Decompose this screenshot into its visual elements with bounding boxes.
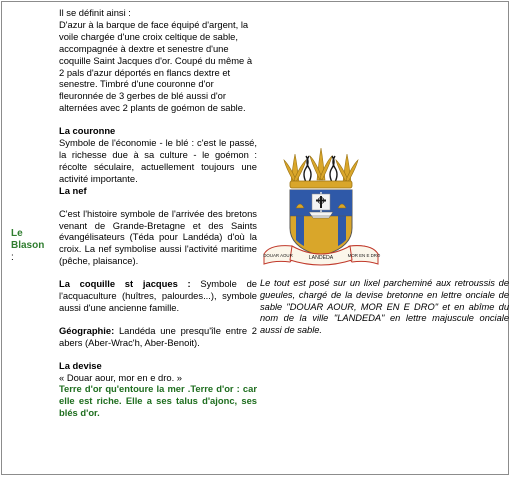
content-frame [1,1,509,475]
geographie-text: Landéda une presqu'île entre 2 abers (Aber-Wrac'h, Aber-Benoit). [59,324,257,348]
ribbon-center-text: LANDEDA [308,255,334,261]
crown-icon [284,148,358,188]
couronne-heading: La couronne [59,125,116,137]
emblem-caption: Le tout est posé sur un lixel parcheminé aux retroussis de gueules, chargé de la devise bretonne en lettre onciale de sable "DOUAR AOUR, MOR EN E DRO" et en abîme du nom de la ville "LANDEDA" en lettre majuscule onciale aussi de sable. [260,278,509,336]
geographie-heading: Géographie: [59,324,115,336]
section-label-colon: : [11,252,14,263]
devise-translation: Terre d'or qu'entoure la mer .Terre d'or : car elle est riche. Elle a ses talus d'ajonc, ses blés d'or. [59,383,257,419]
nef-heading: La nef [59,184,87,196]
coquille-text: Symbole de l'acquaculture (huîtres, palourdes...), symbole aussi d'une ancienne famille. [59,278,257,313]
coquille-heading: La coquille st jacques : [59,278,191,290]
couronne-text: Symbole de l'économie - le blé : c'est le passé, la richesse due à sa culture - le goémon : récolte séculaire, actuellement toujours une activité importante. [59,137,257,184]
intro-blazon: D'azur à la barque de face équipé d'argent, la voile chargée d'une croix celtique de sable, accompagnée à dextre et senestre d'une coquille Saint Jacques d'or. Coupé du même à 2 pals d'azur déportés en flancs dextre et senestre. Timbré d'une couronne d'or fleuronnée de 3 gerbes de blé aussi d'or alternées avec 2 plants de goémon de sable. [59,18,253,114]
devise-heading: La devise [59,359,102,371]
coquille-paragraph [59,278,257,314]
shield-icon [290,190,352,256]
ribbon-left-text: DOUAR AOUR [263,253,293,258]
description-text [59,7,257,419]
ribbon-right-text: MOR EN E DRO [347,253,381,258]
nef-text: C'est l'histoire symbole de l'arrivée des bretons venant de Grande-Bretagne et des Saints évangélisateurs (Téda pour Landéda) d'où la croix. La nef symbolise aussi l'activité maritime (pêche, plaisance). [59,207,257,267]
intro-line: Il se définit ainsi : [59,7,131,18]
geographie-paragraph [59,325,257,349]
coat-of-arms-image [260,142,510,270]
section-label-title: Le Blason [11,228,45,251]
devise-quote: « Douar aour, mor en e dro. » [59,371,182,383]
section-label [11,228,45,264]
